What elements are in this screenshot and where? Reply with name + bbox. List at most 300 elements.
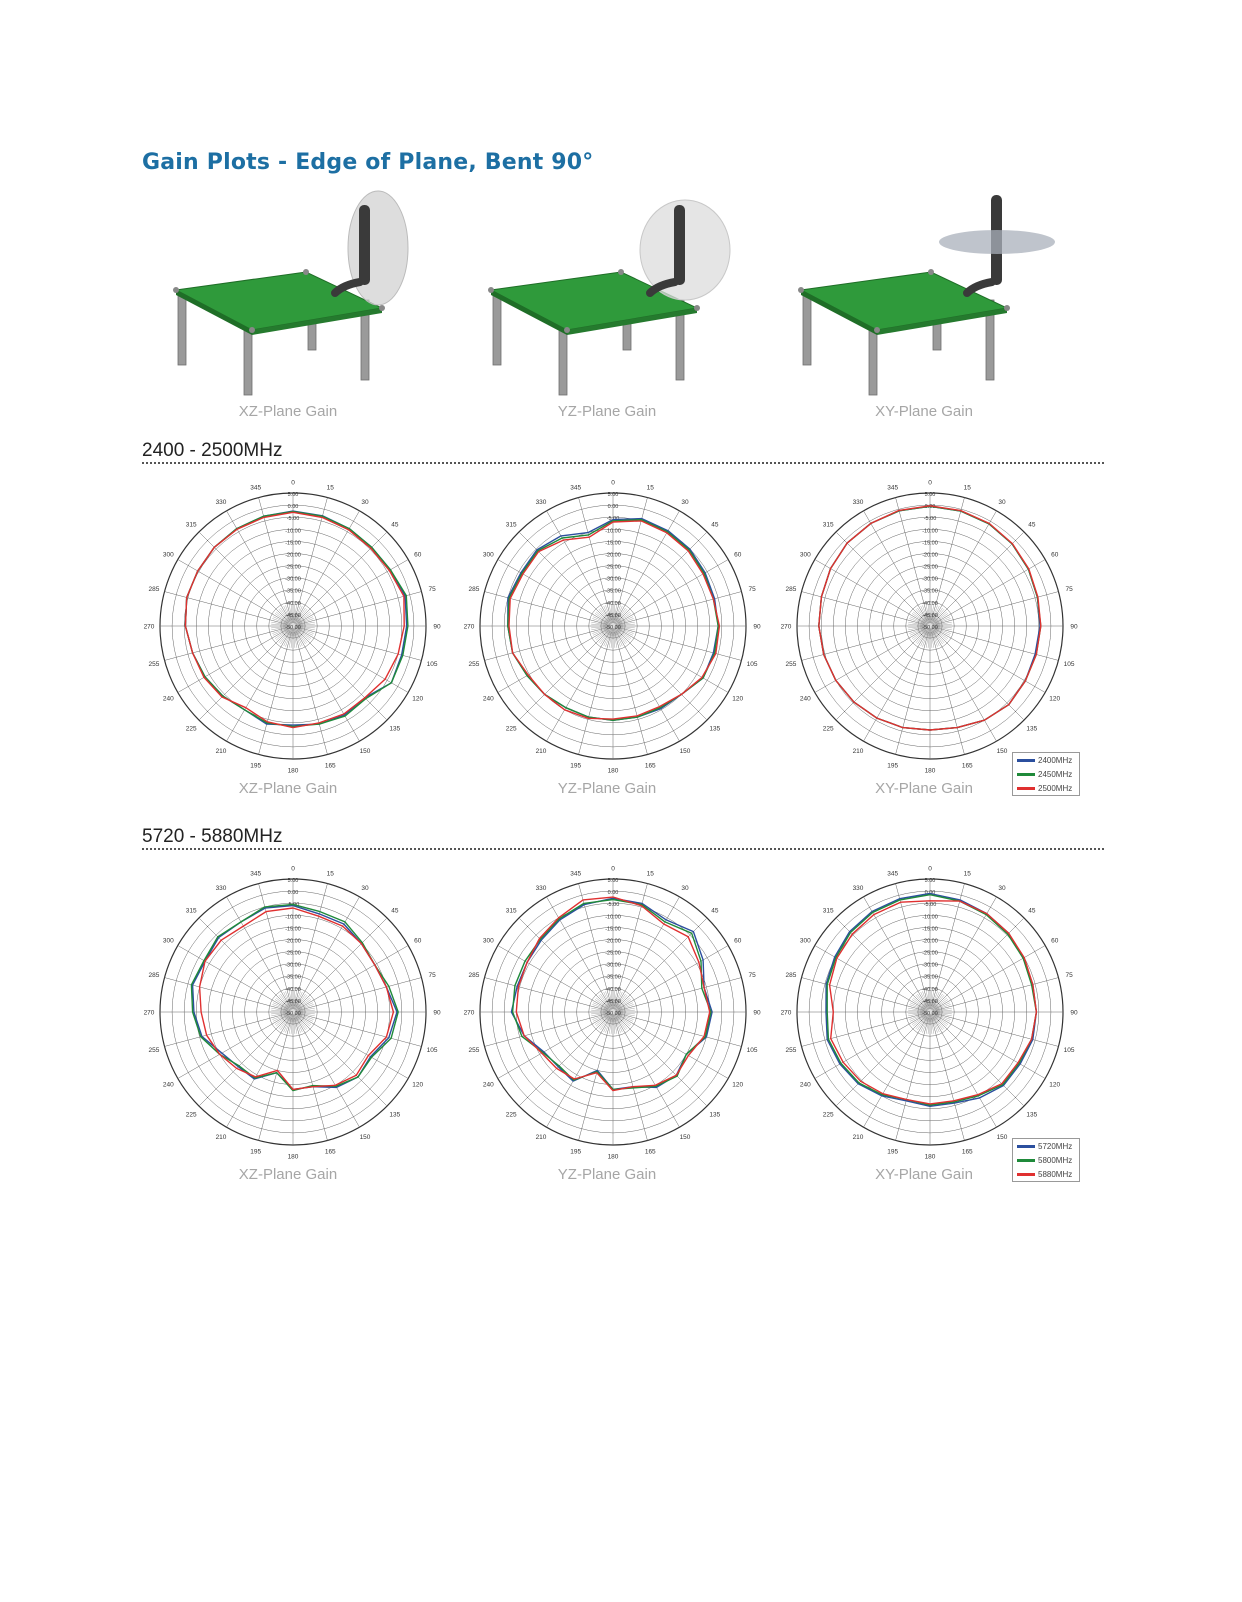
angle-tick-label: 75 — [428, 586, 436, 594]
grid-spoke — [616, 1017, 680, 1127]
grid-spoke — [165, 1014, 288, 1047]
angle-tick-label: 180 — [287, 1153, 299, 1161]
grid-spoke — [296, 897, 360, 1007]
radial-tick-label: -45.00 — [285, 998, 301, 1005]
angle-tick-label: 0 — [928, 479, 932, 487]
radial-tick-label: -40.00 — [285, 986, 301, 993]
grid-spoke — [199, 532, 289, 622]
grid-spoke — [934, 630, 1024, 720]
grid-spoke — [227, 1017, 291, 1127]
angle-tick-label: 210 — [852, 1134, 864, 1142]
radial-tick-label: -15.00 — [605, 540, 621, 547]
radial-tick-label: -40.00 — [922, 986, 938, 993]
board-standoff — [874, 327, 880, 333]
angle-tick-label: 165 — [961, 762, 973, 770]
grid-spoke — [802, 1014, 925, 1047]
angle-tick-label: 135 — [709, 1111, 721, 1119]
grid-spoke — [485, 978, 608, 1011]
grid-spoke — [299, 592, 422, 625]
radial-tick-label: -30.00 — [605, 962, 621, 969]
antenna — [359, 205, 370, 285]
legend-item — [1013, 1153, 1079, 1167]
radial-tick-label: -40.00 — [605, 986, 621, 993]
angle-tick-label: 180 — [607, 1153, 619, 1161]
radial-tick-label: -15.00 — [285, 926, 301, 933]
angle-tick-label: 315 — [505, 907, 517, 915]
board-illustration-yz — [475, 190, 795, 420]
illustration-caption-xz: XZ-Plane Gain — [238, 403, 338, 420]
angle-tick-label: 120 — [1049, 695, 1061, 703]
angle-tick-label: 195 — [887, 1148, 899, 1156]
grid-spoke — [936, 978, 1059, 1011]
grid-spoke — [547, 631, 611, 741]
legend-swatch — [1017, 759, 1035, 762]
radial-tick-label: -45.00 — [605, 612, 621, 619]
angle-tick-label: 135 — [389, 1111, 401, 1119]
board-illustration-xz — [160, 190, 480, 420]
grid-spoke — [165, 628, 288, 661]
grid-spoke — [934, 918, 1024, 1008]
angle-tick-label: 240 — [799, 695, 811, 703]
grid-spoke — [498, 629, 608, 693]
radial-tick-label: -35.00 — [922, 974, 938, 981]
radial-tick-label: -5.00 — [606, 516, 620, 523]
radial-tick-label: -5.00 — [923, 516, 937, 523]
polar-chart-5720-xz — [143, 862, 443, 1162]
grid-spoke — [619, 1014, 742, 1047]
board-standoff — [173, 287, 179, 293]
angle-tick-label: 255 — [785, 1046, 797, 1054]
angle-tick-label: 210 — [215, 748, 227, 756]
angle-tick-label: 120 — [412, 695, 424, 703]
angle-tick-label: 105 — [426, 1046, 438, 1054]
angle-tick-label: 105 — [1063, 1046, 1075, 1054]
band-title-2400: 2400 - 2500MHz — [142, 440, 283, 461]
legend-item — [1013, 767, 1079, 781]
grid-spoke — [619, 628, 742, 661]
grid-spoke — [485, 592, 608, 625]
grid-spoke — [298, 560, 408, 624]
angle-tick-label: 210 — [215, 1134, 227, 1142]
grid-spoke — [935, 629, 1045, 693]
angle-tick-label: 195 — [250, 1148, 262, 1156]
angle-tick-label: 300 — [482, 551, 494, 559]
radial-tick-label: -50.00 — [922, 1011, 938, 1017]
angle-tick-label: 255 — [468, 1046, 480, 1054]
grid-spoke — [617, 1016, 707, 1106]
grid-spoke — [297, 1016, 387, 1106]
pattern-disc — [939, 230, 1055, 254]
angle-tick-label: 150 — [996, 748, 1008, 756]
angle-tick-label: 300 — [799, 937, 811, 945]
angle-tick-label: 330 — [535, 498, 547, 506]
board-leg — [244, 328, 252, 395]
illustration-caption-yz: YZ-Plane Gain — [557, 403, 657, 420]
angle-tick-label: 300 — [162, 551, 174, 559]
angle-tick-label: 315 — [505, 521, 517, 529]
angle-tick-label: 330 — [215, 498, 227, 506]
grid-spoke — [896, 632, 929, 755]
grid-spoke — [864, 511, 928, 621]
angle-tick-label: 315 — [822, 907, 834, 915]
circuit-board — [801, 272, 1007, 330]
legend-swatch — [1017, 1145, 1035, 1148]
radial-tick-label: -25.00 — [922, 564, 938, 571]
angle-tick-label: 105 — [426, 660, 438, 668]
angle-tick-label: 135 — [1026, 725, 1038, 733]
angle-tick-label: 90 — [753, 623, 761, 631]
legend-label: 5720MHz — [1038, 1141, 1073, 1151]
grid-spoke — [295, 1018, 328, 1141]
angle-tick-label: 30 — [998, 498, 1006, 506]
chart-caption-2400-xy: XY-Plane Gain — [875, 780, 973, 797]
radial-tick-label: -10.00 — [922, 914, 938, 921]
chart-caption-5720-xz: XZ-Plane Gain — [238, 1166, 338, 1183]
radial-tick-label: -10.00 — [922, 528, 938, 535]
grid-spoke — [299, 1014, 422, 1047]
legend-label: 5880MHz — [1038, 1169, 1073, 1179]
board-standoff — [928, 269, 934, 275]
polar-chart-2400-xz — [143, 476, 443, 776]
angle-tick-label: 255 — [785, 660, 797, 668]
radial-tick-label: 5.00 — [924, 492, 936, 498]
radial-tick-label: 0.00 — [287, 504, 299, 511]
angle-tick-label: 15 — [963, 870, 971, 878]
angle-tick-label: 75 — [748, 586, 756, 594]
grid-spoke — [227, 897, 291, 1007]
grid-spoke — [298, 1015, 408, 1079]
radial-tick-label: -25.00 — [922, 950, 938, 957]
grid-spoke — [618, 946, 728, 1010]
grid-spoke — [932, 632, 965, 755]
angle-tick-label: 255 — [148, 1046, 160, 1054]
angle-tick-label: 165 — [644, 1148, 656, 1156]
angle-tick-label: 15 — [326, 484, 334, 492]
radial-tick-label: 0.00 — [287, 890, 299, 897]
page-title: Gain Plots - Edge of Plane, Bent 90° — [142, 150, 594, 175]
angle-tick-label: 15 — [963, 484, 971, 492]
pattern-disc — [348, 191, 408, 305]
chart-caption-5720-yz: YZ-Plane Gain — [557, 1166, 657, 1183]
grid-spoke — [936, 1014, 1059, 1047]
radial-tick-label: -25.00 — [605, 950, 621, 957]
radial-tick-label: -10.00 — [285, 528, 301, 535]
angle-tick-label: 240 — [482, 1081, 494, 1089]
angle-tick-label: 105 — [746, 1046, 758, 1054]
board-standoff — [798, 287, 804, 293]
radial-tick-label: -30.00 — [285, 576, 301, 583]
radial-tick-label: 5.00 — [607, 492, 619, 498]
radial-tick-label: -50.00 — [285, 1011, 301, 1017]
angle-tick-label: 45 — [391, 907, 399, 915]
angle-tick-label: 225 — [505, 725, 517, 733]
grid-spoke — [295, 632, 328, 755]
grid-spoke — [934, 532, 1024, 622]
angle-tick-label: 195 — [570, 762, 582, 770]
radial-tick-label: 0.00 — [607, 890, 619, 897]
angle-tick-label: 90 — [753, 1009, 761, 1017]
angle-tick-label: 165 — [961, 1148, 973, 1156]
grid-spoke — [933, 511, 997, 621]
grid-spoke — [616, 631, 680, 741]
chart-caption-2400-yz: YZ-Plane Gain — [557, 780, 657, 797]
band-divider — [142, 848, 1104, 850]
grid-spoke — [299, 978, 422, 1011]
angle-tick-label: 150 — [359, 748, 371, 756]
angle-tick-label: 270 — [143, 623, 155, 631]
angle-tick-label: 0 — [611, 865, 615, 873]
radial-tick-label: -10.00 — [285, 914, 301, 921]
grid-spoke — [619, 978, 742, 1011]
angle-tick-label: 285 — [785, 586, 797, 594]
angle-tick-label: 15 — [646, 484, 654, 492]
legend-label: 2400MHz — [1038, 755, 1073, 765]
grid-spoke — [227, 511, 291, 621]
angle-tick-label: 180 — [924, 1153, 936, 1161]
angle-tick-label: 180 — [287, 767, 299, 775]
angle-tick-label: 210 — [535, 748, 547, 756]
angle-tick-label: 45 — [391, 521, 399, 529]
grid-spoke — [836, 630, 926, 720]
angle-tick-label: 285 — [468, 586, 480, 594]
angle-tick-label: 105 — [1063, 660, 1075, 668]
angle-tick-label: 30 — [681, 884, 689, 892]
grid-spoke — [815, 629, 925, 693]
board-illustration-xy — [785, 190, 1105, 420]
radial-tick-label: -30.00 — [605, 576, 621, 583]
grid-spoke — [896, 1018, 929, 1141]
angle-tick-label: 75 — [428, 972, 436, 980]
radial-tick-label: -30.00 — [285, 962, 301, 969]
grid-spoke — [296, 1017, 360, 1127]
board-standoff — [564, 327, 570, 333]
angle-tick-label: 150 — [679, 1134, 691, 1142]
angle-tick-label: 285 — [785, 972, 797, 980]
legend-label: 5800MHz — [1038, 1155, 1073, 1165]
angle-tick-label: 135 — [389, 725, 401, 733]
grid-spoke — [199, 918, 289, 1008]
grid-spoke — [836, 532, 926, 622]
radial-tick-label: -20.00 — [605, 938, 621, 945]
angle-tick-label: 285 — [148, 972, 160, 980]
radial-tick-label: -15.00 — [922, 926, 938, 933]
legend-label: 2500MHz — [1038, 783, 1073, 793]
radial-tick-label: -40.00 — [922, 600, 938, 607]
angle-tick-label: 60 — [414, 551, 422, 559]
polar-chart-5720-yz — [463, 862, 763, 1162]
grid-spoke — [165, 978, 288, 1011]
angle-tick-label: 270 — [780, 1009, 792, 1017]
radial-tick-label: -15.00 — [605, 926, 621, 933]
legend-swatch — [1017, 1173, 1035, 1176]
radial-tick-label: -15.00 — [922, 540, 938, 547]
radial-tick-label: -35.00 — [605, 974, 621, 981]
angle-tick-label: 240 — [482, 695, 494, 703]
angle-tick-label: 150 — [996, 1134, 1008, 1142]
grid-spoke — [547, 897, 611, 1007]
angle-tick-label: 165 — [644, 762, 656, 770]
grid-spoke — [933, 1017, 997, 1127]
angle-tick-label: 135 — [709, 725, 721, 733]
angle-tick-label: 225 — [822, 1111, 834, 1119]
radial-tick-label: -45.00 — [285, 612, 301, 619]
board-leg — [559, 328, 567, 395]
angle-tick-label: 90 — [1070, 623, 1078, 631]
angle-tick-label: 45 — [1028, 521, 1036, 529]
angle-tick-label: 180 — [607, 767, 619, 775]
radial-tick-label: -30.00 — [922, 576, 938, 583]
angle-tick-label: 225 — [505, 1111, 517, 1119]
radial-tick-label: -50.00 — [922, 625, 938, 631]
radial-tick-label: 0.00 — [607, 504, 619, 511]
angle-tick-label: 75 — [748, 972, 756, 980]
legend-2400 — [1012, 752, 1080, 796]
radial-tick-label: -20.00 — [285, 552, 301, 559]
radial-tick-label: -25.00 — [285, 564, 301, 571]
illustration-caption-xy: XY-Plane Gain — [875, 403, 973, 420]
legend-swatch — [1017, 1159, 1035, 1162]
angle-tick-label: 150 — [679, 748, 691, 756]
radial-tick-label: 0.00 — [924, 890, 936, 897]
angle-tick-label: 30 — [681, 498, 689, 506]
legend-item — [1013, 753, 1079, 767]
angle-tick-label: 270 — [143, 1009, 155, 1017]
angle-tick-label: 165 — [324, 1148, 336, 1156]
grid-spoke — [178, 946, 288, 1010]
angle-tick-label: 315 — [822, 521, 834, 529]
angle-tick-label: 315 — [185, 907, 197, 915]
angle-tick-label: 15 — [646, 870, 654, 878]
angle-tick-label: 345 — [570, 484, 582, 492]
angle-tick-label: 255 — [468, 660, 480, 668]
radial-tick-label: -5.00 — [923, 902, 937, 909]
angle-tick-label: 90 — [433, 623, 441, 631]
radial-tick-label: -50.00 — [285, 625, 301, 631]
radial-tick-label: -5.00 — [606, 902, 620, 909]
angle-tick-label: 300 — [799, 551, 811, 559]
grid-spoke — [178, 560, 288, 624]
grid-spoke — [199, 1016, 289, 1106]
band-title-5720: 5720 - 5880MHz — [142, 826, 283, 847]
angle-tick-label: 0 — [611, 479, 615, 487]
angle-tick-label: 180 — [924, 767, 936, 775]
radial-tick-label: -35.00 — [285, 974, 301, 981]
angle-tick-label: 285 — [468, 972, 480, 980]
radial-tick-label: -25.00 — [605, 564, 621, 571]
board-leg — [493, 295, 501, 365]
angle-tick-label: 90 — [433, 1009, 441, 1017]
radial-tick-label: -5.00 — [286, 516, 300, 523]
radial-tick-label: -35.00 — [922, 588, 938, 595]
angle-tick-label: 0 — [928, 865, 932, 873]
board-leg — [178, 295, 186, 365]
radial-tick-label: -50.00 — [605, 1011, 621, 1017]
polar-chart-5720-xy — [780, 862, 1080, 1162]
radial-tick-label: -45.00 — [922, 998, 938, 1005]
grid-spoke — [547, 1017, 611, 1127]
grid-spoke — [165, 592, 288, 625]
angle-tick-label: 45 — [711, 521, 719, 529]
grid-spoke — [296, 511, 360, 621]
grid-spoke — [619, 592, 742, 625]
angle-tick-label: 225 — [822, 725, 834, 733]
angle-tick-label: 30 — [998, 884, 1006, 892]
grid-spoke — [259, 632, 292, 755]
grid-spoke — [297, 532, 387, 622]
angle-tick-label: 195 — [570, 1148, 582, 1156]
legend-label: 2450MHz — [1038, 769, 1073, 779]
grid-spoke — [864, 1017, 928, 1127]
angle-tick-label: 195 — [250, 762, 262, 770]
angle-tick-label: 270 — [463, 1009, 475, 1017]
legend-item — [1013, 1139, 1079, 1153]
grid-spoke — [178, 629, 288, 693]
grid-spoke — [932, 1018, 965, 1141]
board-standoff — [694, 305, 700, 311]
angle-tick-label: 105 — [746, 660, 758, 668]
angle-tick-label: 60 — [734, 937, 742, 945]
board-standoff — [488, 287, 494, 293]
angle-tick-label: 330 — [852, 498, 864, 506]
angle-tick-label: 120 — [1049, 1081, 1061, 1089]
grid-spoke — [815, 560, 925, 624]
grid-spoke — [616, 511, 680, 621]
radial-tick-label: -25.00 — [285, 950, 301, 957]
grid-spoke — [297, 630, 387, 720]
angle-tick-label: 345 — [887, 870, 899, 878]
grid-spoke — [519, 918, 609, 1008]
grid-spoke — [617, 532, 707, 622]
grid-spoke — [933, 631, 997, 741]
angle-tick-label: 45 — [711, 907, 719, 915]
angle-tick-label: 240 — [162, 695, 174, 703]
angle-tick-label: 60 — [734, 551, 742, 559]
grid-spoke — [615, 632, 648, 755]
board-standoff — [249, 327, 255, 333]
angle-tick-label: 300 — [482, 937, 494, 945]
grid-spoke — [802, 978, 925, 1011]
angle-tick-label: 240 — [162, 1081, 174, 1089]
angle-tick-label: 60 — [1051, 937, 1059, 945]
angle-tick-label: 15 — [326, 870, 334, 878]
angle-tick-label: 240 — [799, 1081, 811, 1089]
radial-tick-label: -30.00 — [922, 962, 938, 969]
radial-tick-label: 5.00 — [287, 492, 299, 498]
radial-tick-label: 5.00 — [287, 878, 299, 884]
angle-tick-label: 210 — [535, 1134, 547, 1142]
grid-spoke — [178, 1015, 288, 1079]
legend-swatch — [1017, 787, 1035, 790]
angle-tick-label: 270 — [463, 623, 475, 631]
angle-tick-label: 225 — [185, 1111, 197, 1119]
radial-tick-label: -50.00 — [605, 625, 621, 631]
legend-item — [1013, 1167, 1079, 1181]
angle-tick-label: 330 — [215, 884, 227, 892]
angle-tick-label: 60 — [1051, 551, 1059, 559]
radial-tick-label: 0.00 — [924, 504, 936, 511]
angle-tick-label: 345 — [887, 484, 899, 492]
grid-spoke — [485, 628, 608, 661]
angle-tick-label: 225 — [185, 725, 197, 733]
chart-caption-5720-xy: XY-Plane Gain — [875, 1166, 973, 1183]
grid-spoke — [934, 1016, 1024, 1106]
grid-spoke — [519, 1016, 609, 1106]
board-leg — [803, 295, 811, 365]
polar-chart-2400-yz — [463, 476, 763, 776]
angle-tick-label: 150 — [359, 1134, 371, 1142]
grid-spoke — [615, 1018, 648, 1141]
grid-spoke — [259, 1018, 292, 1141]
